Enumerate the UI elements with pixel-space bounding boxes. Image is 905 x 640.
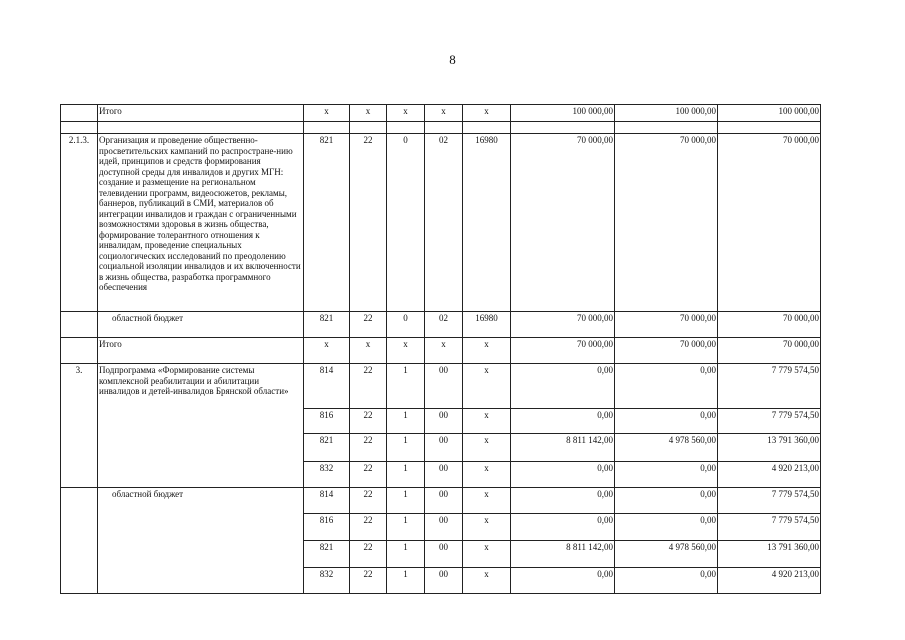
cell-sub: 02 (425, 134, 463, 312)
cell-grbs: 832 (304, 568, 350, 594)
cell-pr: 0 (387, 134, 425, 312)
spacer-cell (615, 122, 718, 134)
row-name: Подпрограмма «Формирование системы комплексной реабилитации и абилитации инвалидов и детей-инвалидов Брянской области» (98, 364, 304, 488)
cell-sub: 00 (425, 364, 463, 409)
cell-rz: 22 (350, 568, 387, 594)
cell-grbs: 814 (304, 488, 350, 514)
row-name: Итого (98, 105, 304, 122)
row-name: Организация и проведение общественно-просветительских кампаний по распростране-нию идей, принципов и средств формирования доступной среды для инвалидов и других МГН: создание и размещение на региональном телевидении программ, видеосюжетов, рекламы, баннеров, публикаций в СМИ, материалов об интеграции инвалидов и граждан с ограниченными возможностями здоровья в жизнь общества, формирование толерантного отношения к инвалидам, проведение специальных социологических исследований по преодолению социальной изоляции инвалидов и их включенности в жизнь общества, разработка программного обеспечения (98, 134, 304, 312)
row-number (61, 312, 98, 338)
row-number: 3. (61, 364, 98, 488)
cell-rz: 22 (350, 488, 387, 514)
cell-pr: 1 (387, 514, 425, 541)
cell-rz: x (350, 338, 387, 364)
cell-grbs: x (304, 338, 350, 364)
cell-pr: 1 (387, 541, 425, 568)
spacer-cell (304, 122, 350, 134)
row-name: Итого (98, 338, 304, 364)
cell-csr: 16980 (463, 312, 511, 338)
page-number: 8 (449, 52, 456, 67)
cell-rz: 22 (350, 462, 387, 488)
table-row (61, 364, 821, 409)
cell-value-3: 70 000,00 (718, 338, 821, 364)
cell-value-2: 0,00 (615, 462, 718, 488)
cell-sub: 00 (425, 409, 463, 434)
cell-csr: x (463, 541, 511, 568)
cell-grbs: 821 (304, 434, 350, 462)
cell-sub: 00 (425, 568, 463, 594)
spacer-cell (463, 122, 511, 134)
row-number: 2.1.3. (61, 134, 98, 312)
cell-value-2: 4 978 560,00 (615, 541, 718, 568)
cell-rz: 22 (350, 134, 387, 312)
row-name: областной бюджет (98, 312, 304, 338)
cell-grbs: 832 (304, 462, 350, 488)
cell-grbs: 814 (304, 364, 350, 409)
spacer-cell (98, 122, 304, 134)
cell-csr: 16980 (463, 134, 511, 312)
cell-value-1: 0,00 (511, 462, 615, 488)
cell-csr: x (463, 409, 511, 434)
cell-value-2: 100 000,00 (615, 105, 718, 122)
cell-csr: x (463, 338, 511, 364)
spacer-cell (350, 122, 387, 134)
cell-value-3: 7 779 574,50 (718, 364, 821, 409)
cell-value-3: 4 920 213,00 (718, 462, 821, 488)
cell-sub: 00 (425, 462, 463, 488)
row-number (61, 105, 98, 122)
cell-sub: 00 (425, 514, 463, 541)
cell-value-1: 8 811 142,00 (511, 541, 615, 568)
cell-value-1: 0,00 (511, 568, 615, 594)
cell-grbs: 821 (304, 312, 350, 338)
cell-csr: x (463, 434, 511, 462)
cell-value-2: 0,00 (615, 514, 718, 541)
row-number (61, 338, 98, 364)
cell-sub: 00 (425, 541, 463, 568)
cell-pr: 1 (387, 434, 425, 462)
cell-csr: x (463, 488, 511, 514)
cell-value-1: 100 000,00 (511, 105, 615, 122)
cell-value-1: 0,00 (511, 409, 615, 434)
cell-csr: x (463, 105, 511, 122)
spacer-cell (511, 122, 615, 134)
row-name: областной бюджет (98, 488, 304, 594)
table-row (61, 488, 821, 514)
cell-sub: x (425, 338, 463, 364)
cell-value-1: 8 811 142,00 (511, 434, 615, 462)
spacer-cell (425, 122, 463, 134)
cell-value-3: 4 920 213,00 (718, 568, 821, 594)
cell-value-1: 0,00 (511, 514, 615, 541)
cell-pr: x (387, 105, 425, 122)
row-number (61, 488, 98, 594)
cell-value-3: 13 791 360,00 (718, 541, 821, 568)
cell-grbs: 821 (304, 541, 350, 568)
cell-csr: x (463, 364, 511, 409)
cell-sub: 02 (425, 312, 463, 338)
cell-grbs: 816 (304, 409, 350, 434)
cell-value-2: 70 000,00 (615, 338, 718, 364)
table-row (61, 105, 821, 122)
cell-csr: x (463, 568, 511, 594)
cell-grbs: 821 (304, 134, 350, 312)
spacer-cell (387, 122, 425, 134)
cell-value-3: 13 791 360,00 (718, 434, 821, 462)
cell-csr: x (463, 462, 511, 488)
cell-value-1: 70 000,00 (511, 338, 615, 364)
cell-value-1: 0,00 (511, 364, 615, 409)
cell-value-3: 70 000,00 (718, 312, 821, 338)
cell-value-2: 0,00 (615, 488, 718, 514)
cell-rz: 22 (350, 409, 387, 434)
cell-csr: x (463, 514, 511, 541)
cell-value-2: 0,00 (615, 364, 718, 409)
cell-pr: 1 (387, 462, 425, 488)
budget-table (60, 104, 821, 594)
cell-rz: 22 (350, 312, 387, 338)
cell-value-1: 0,00 (511, 488, 615, 514)
cell-value-1: 70 000,00 (511, 134, 615, 312)
cell-pr: x (387, 338, 425, 364)
cell-pr: 1 (387, 568, 425, 594)
table-row (61, 134, 821, 312)
cell-pr: 0 (387, 312, 425, 338)
spacer-cell (718, 122, 821, 134)
cell-rz: 22 (350, 541, 387, 568)
cell-value-2: 0,00 (615, 409, 718, 434)
cell-rz: 22 (350, 364, 387, 409)
cell-value-3: 70 000,00 (718, 134, 821, 312)
table-row (61, 338, 821, 364)
cell-value-2: 4 978 560,00 (615, 434, 718, 462)
cell-value-2: 0,00 (615, 568, 718, 594)
cell-rz: 22 (350, 514, 387, 541)
cell-value-3: 7 779 574,50 (718, 488, 821, 514)
cell-grbs: 816 (304, 514, 350, 541)
cell-rz: x (350, 105, 387, 122)
cell-value-3: 7 779 574,50 (718, 514, 821, 541)
cell-pr: 1 (387, 409, 425, 434)
cell-value-2: 70 000,00 (615, 134, 718, 312)
cell-grbs: x (304, 105, 350, 122)
cell-sub: 00 (425, 434, 463, 462)
table-spacer (61, 122, 821, 134)
cell-pr: 1 (387, 488, 425, 514)
cell-value-2: 70 000,00 (615, 312, 718, 338)
cell-pr: 1 (387, 364, 425, 409)
cell-value-1: 70 000,00 (511, 312, 615, 338)
cell-rz: 22 (350, 434, 387, 462)
table-row (61, 312, 821, 338)
cell-sub: 00 (425, 488, 463, 514)
cell-value-3: 100 000,00 (718, 105, 821, 122)
spacer-cell (61, 122, 98, 134)
cell-sub: x (425, 105, 463, 122)
cell-value-3: 7 779 574,50 (718, 409, 821, 434)
